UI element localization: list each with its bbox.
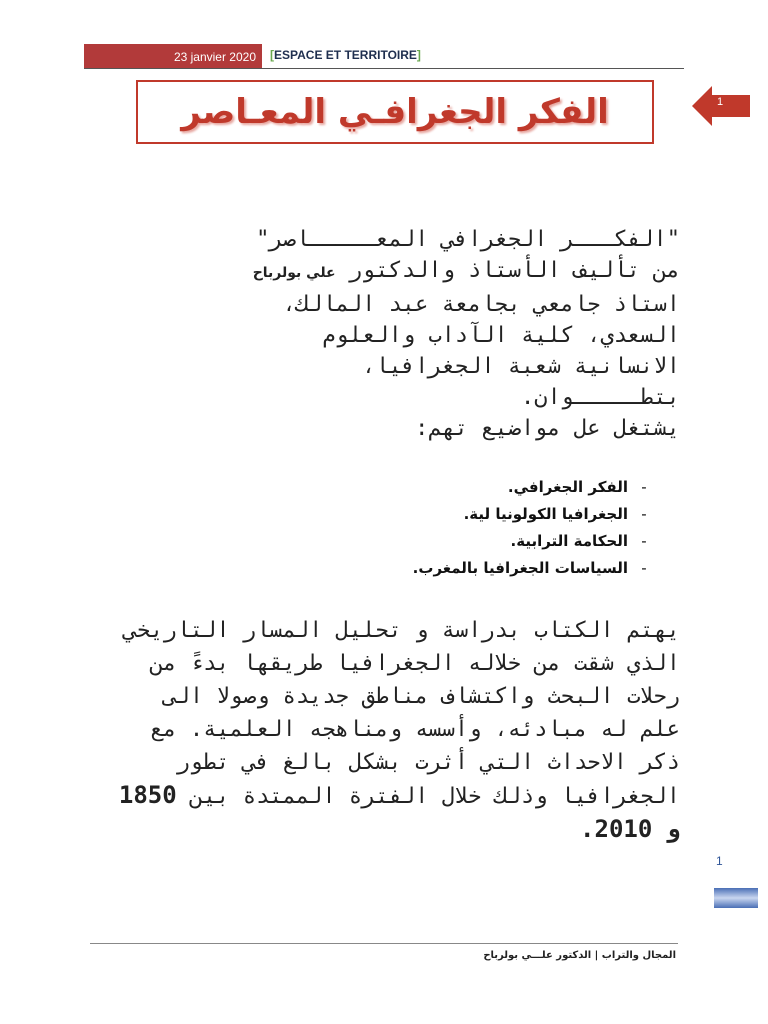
- body-text: يهتم الكتاب بدراسة و تحليل المسار التاريخي الذي شقت من خلاله الجغرافيا طريقها بدءً من رحلات البحث واكتشاف مناطق جديدة وصولا الى علم له مبادئه، وأسسه ومناهجه العلمية. مع ذكر الاحداث التي أثرت بشكل بالغ في تطور الجغرافيا وذلك خلال الفترة الممتدة بين: [123, 618, 680, 809]
- page-title: الفكر الجغرافـي المعـاصر: [181, 92, 609, 132]
- page-corner-shape-icon: [714, 886, 758, 910]
- title-box: [136, 80, 654, 144]
- author-name: علي بولرباح: [252, 265, 336, 281]
- list-item: [360, 555, 660, 582]
- intro-line: السعدي، كلية الآداب والعلوم: [322, 323, 680, 348]
- intro-line: يشتغل عل مواضيع تهم:: [415, 416, 680, 441]
- header-section: [270, 48, 421, 62]
- end-punct: .: [580, 815, 595, 843]
- bullet-dash: -: [641, 478, 647, 496]
- header-bracket-close: ]: [416, 48, 421, 62]
- intro-line: استاذ جامعي بجامعة عبد المالك،: [282, 292, 680, 317]
- intro-line: [160, 255, 680, 289]
- header-date-badge: [84, 44, 262, 69]
- header-date: 23 janvier 2020: [173, 49, 256, 64]
- list-item: [360, 501, 660, 528]
- intro-line: الانسانية شعبة الجغرافيا،: [362, 354, 680, 379]
- header-bracket-open: [: [270, 48, 274, 62]
- topics-list: [360, 474, 660, 582]
- bullet-dash: -: [641, 505, 647, 523]
- topic-text: الفكر الجغرافي.: [507, 478, 628, 496]
- header-divider: [84, 68, 684, 69]
- body-paragraph: [116, 614, 680, 847]
- conjunction: و: [665, 815, 680, 843]
- year-start: 1850: [118, 781, 177, 809]
- bullet-dash: -: [641, 559, 647, 577]
- intro-line: بتطـــــوان.: [521, 385, 680, 410]
- footer-divider: [90, 943, 678, 944]
- footer-text: المجال والتراب | الدكتور علـــي بولرباح: [483, 950, 676, 961]
- bullet-dash: -: [641, 532, 647, 550]
- side-page-number: 1: [716, 854, 723, 868]
- header-section-title: ESPACE ET TERRITOIRE: [274, 48, 417, 62]
- topic-text: السياسات الجغرافيا بالمغرب.: [412, 559, 628, 577]
- topic-text: الحكامة الترابية.: [510, 532, 628, 550]
- topic-text: الجغرافيا الكولونيا لية.: [463, 505, 628, 523]
- year-end: 2010: [594, 815, 653, 843]
- intro-prefix: من تأليف الأستاذ والدكتور: [348, 258, 680, 283]
- list-item: [360, 528, 660, 555]
- page-number: 1: [716, 96, 724, 108]
- intro-text: [160, 224, 680, 444]
- list-item: [360, 474, 660, 501]
- intro-heading: "الفكـــر الجغرافي المعـــــاصر": [256, 227, 680, 252]
